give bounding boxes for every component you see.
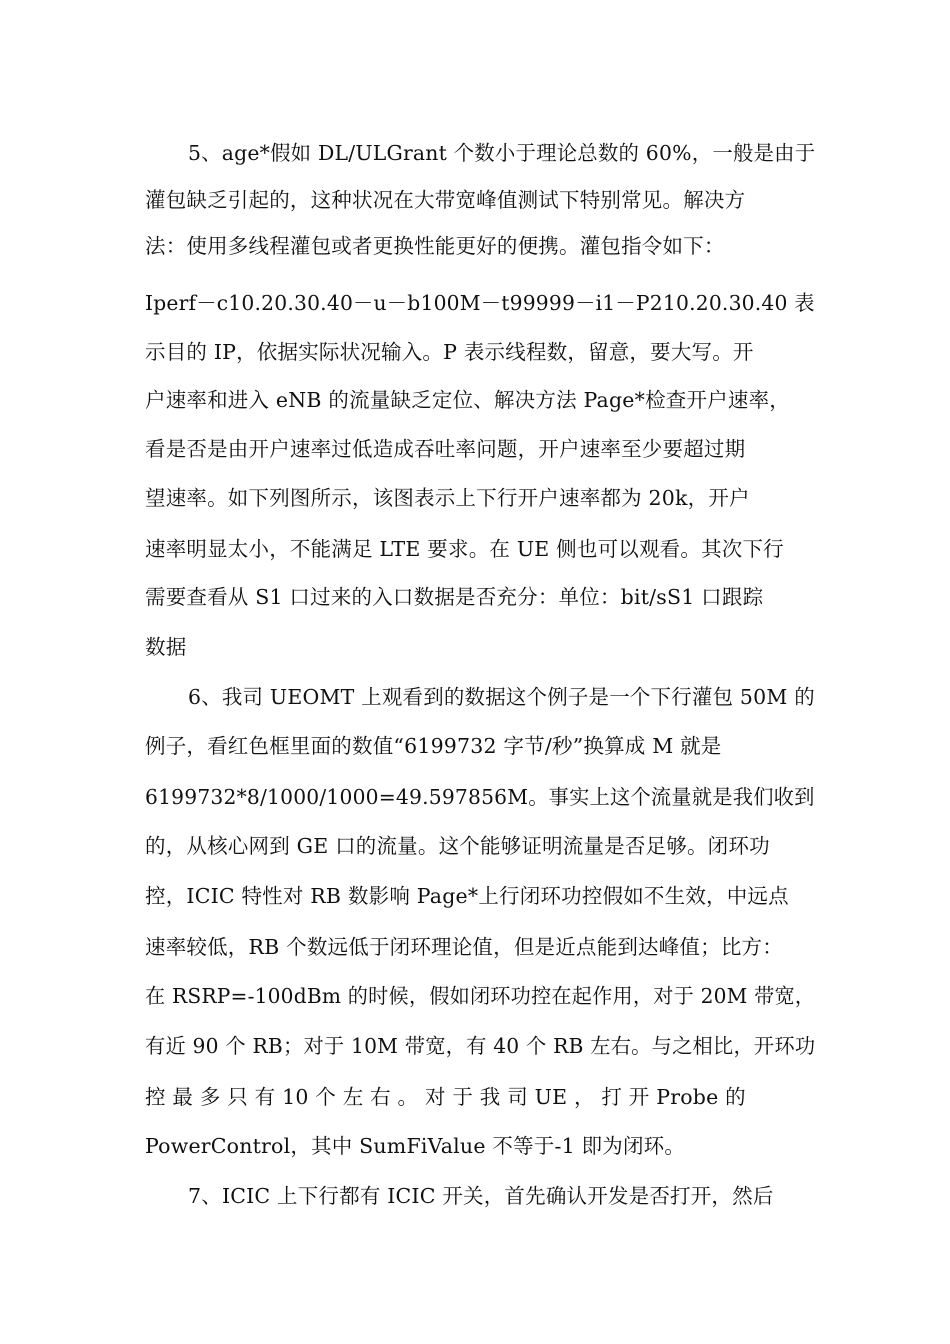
text-line: 5、age*假如 DL/ULGrant 个数小于理论总数的 60%，一般是由于	[188, 141, 816, 165]
text-line: 户速率和进入 eNB 的流量缺乏定位、解决方法 Page*检查开户速率，	[145, 388, 790, 412]
text-line: 望速率。如下列图所示，该图表示上下行开户速率都为 20k，开户	[145, 486, 750, 510]
text-line: 示目的 IP，依据实际状况输入。P 表示线程数，留意，要大写。开	[145, 340, 754, 364]
text-line: 法：使用多线程灌包或者更换性能更好的便携。灌包指令如下：	[145, 234, 725, 258]
text-line: 6、我司 UEOMT 上观看到的数据这个例子是一个下行灌包 50M 的	[188, 685, 815, 709]
text-line: 速率明显太小，不能满足 LTE 要求。在 UE 侧也可以观看。其次下行	[145, 537, 784, 561]
text-line: 需要查看从 S1 口过来的入口数据是否充分：单位：bit/sS1 口跟踪	[145, 585, 764, 609]
text-line: 数据	[145, 635, 187, 659]
text-line: 例子，看红色框里面的数值“6199732 字节/秒”换算成 M 就是	[145, 734, 722, 758]
text-line: 控 最 多 只 有 10 个 左 右 。 对 于 我 司 UE ， 打 开 Probe 的	[145, 1085, 746, 1109]
text-line: 看是否是由开户速率过低造成吞吐率问题，开户速率至少要超过期	[145, 437, 746, 461]
text-line: PowerControl，其中 SumFiValue 不等于-1 即为闭环。	[145, 1134, 686, 1158]
text-line: 在 RSRP=-100dBm 的时候，假如闭环功控在起作用，对于 20M 带宽，	[145, 984, 816, 1008]
text-line: 灌包缺乏引起的，这种状况在大带宽峰值测试下特别常见。解决方	[145, 188, 746, 212]
text-line: 控，ICIC 特性对 RB 数影响 Page*上行闭环功控假如不生效，中远点	[145, 884, 789, 908]
text-line: 有近 90 个 RB；对于 10M 带宽，有 40 个 RB 左右。与之相比，开环功	[145, 1034, 816, 1058]
text-line: 的，从核心网到 GE 口的流量。这个能够证明流量是否足够。闭环功	[145, 834, 770, 858]
text-line: 速率较低，RB 个数远低于闭环理论值，但是近点能到达峰值；比方：	[145, 935, 783, 959]
text-line: 7、ICIC 上下行都有 ICIC 开关，首先确认开发是否打开，然后	[188, 1184, 774, 1208]
text-line: Iperf－c10.20.30.40－u－b100M－t99999－i1－P210.20.30.40 表	[145, 291, 815, 315]
text-line: 6199732*8/1000/1000=49.597856M。事实上这个流量就是我们收到	[145, 785, 815, 809]
